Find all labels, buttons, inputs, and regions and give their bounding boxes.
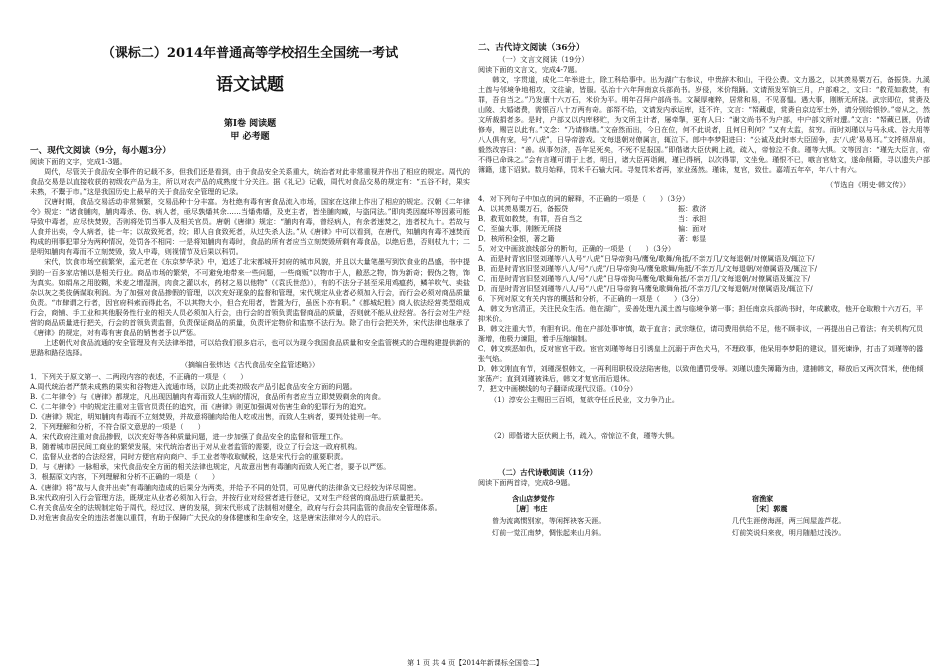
question-4: 4．对下列句子中加点的词的解释，不正确的一项是（ ）（3分） [478, 193, 690, 203]
translation-item: （2）即偕诸大臣伏阙上书，疏入，帝惊泣不食，瑾等大惧。 [490, 430, 679, 440]
option: A．韩文为官清正，关注民众生活。他在湖广，妥善处理九溪土酋与临境争第一事；担任南京兵部尚书时，年成歉收，他开仓取粮十六万石，平抑米价。 [478, 304, 923, 324]
question-6: 6．下列对原文有关内容的概括和分析，不正确的一项是（ ）（3分） [478, 294, 704, 304]
classical-passage: 韩文，字贯道，成化二年举进士，除工科给事中。出为湖广右参议，中贵辞木和山，干役公费。文力遏之，以其羡易粟万石，备振贷。九溪土酋与邻境争地相攻，文往谕，皆服。弘治十六年拜南京兵部尚书。岁侵，米价翔踊。文请预发军饷三月，户部难之，文曰：“救荒如救焚，有罪，吾自当之。”乃发廪十六万石，米价为平。明年召拜户部尚书。文凝厚雍粹，居常和易，不见喜愠。遇大事，刚断无所挠。武宗即位，赏赉及山陵、大婚诸费，需银百八十万两有奇。部帑不给，文请发内承运库，廷不许，文言：“帑藏虚，赏赉自京边军士外，请分别给银钞。”帝从之，然文所裁捐者多。是时，户部又以内库移贮，为文所主计者，屡牵掣，更有人曰：“谢文尚书不为户部，中户部文所对遭。”文言：“帑藏已匮，仍请修寿，赐岂以此有。”文念：“乃请修缮。”文奋然而出，今日在位，何不此说者，且何日利何？”又有太监，贫穷。而时刘瑾以与马永成、谷大用等八人俱有宠，号“八虎”，日导帝游戏。文每退朝对僚属言，辄泣下。郎中李梦阳进曰：“公诚及此时率大臣固争，去‘八虎’易易耳。”文捋须昂肩，毅然改容曰：“善。纵事勿济，吾年足死矣，不死不足报国。”即偕诸大臣伏阙上疏，疏入，帝惊泣不食。瑾等大惧。文等因言：“瑾先大臣言，帝不得已命诛之。”会有言瑾可谓于上者，明日，诸大臣再诣阙，瑾已得柄，以次得罪，文坐免。瑾恨不已，嗾言官劾文，遂命削籍，寻以遗失户部簿籍，逮下诏狱。数月始释，罚米千石输大同。寻复罚米者再，家业荡然。瑾诛，复官，致仕。嘉靖五年卒，年八十有六。 [478, 75, 930, 175]
part2-subheading: （一）文言文阅读（19分） [498, 55, 589, 64]
exam-title: （课标二）2014年普通高等学校招生全国统一考试 [101, 46, 399, 61]
option: A．以其羡易粟万石，备振贷 [478, 203, 569, 213]
section-title: 甲 必考题 [230, 132, 270, 142]
poems [478, 494, 930, 538]
option-gloss: 振：救济 [678, 203, 707, 213]
option-gloss: 当：承担 [678, 213, 707, 223]
poem-line: 几代生涯傍海涯，两三间屋盖芦花。 [732, 515, 846, 525]
answer-space [478, 441, 930, 467]
part-title: 第Ⅰ卷 阅读题 [223, 119, 277, 129]
option: B．随着城市居民间工商业的繁荣发展，宋代统治者出于对从业者监管的需要，设立了行会这一政府机构。 [30, 442, 362, 452]
poem-line: 灯前笑说归来夜，明月随船过浅沙。 [732, 527, 846, 537]
poem-author: ［唐］韦庄 [512, 503, 548, 513]
question-2: 2．下列理解和分析，不符合原文意思的一项是（ ） [30, 422, 205, 432]
poem [492, 494, 672, 538]
source-note: （摘编自张炜达《古代食品安全监管述略》） [180, 359, 320, 369]
option: A.《唐律》将“故与人食并出卖”有毒脯肉造成的后果分为两类，并给予不同的处罚，可见唐代的法律条文已经较为详尽周密。 [30, 482, 421, 492]
subject-title: 语文试题 [216, 75, 284, 95]
option: C．韩文疾恶如仇，反对宦官干政。宦官刘瑾等每日引诱皇上沉溺于声色犬马，不理政事，他呆用李梦阳的建议，冒死谏诤，打击了刘瑾等的嚣张气焰。 [478, 344, 924, 364]
poem-author: ［宋］郭震 [752, 503, 788, 513]
source-note: （节选自《明史·韩文传》） [826, 179, 910, 189]
translation-item: （1）淳安公主赐田三百顷，复欲夺任丘民业，文力争乃止。 [490, 394, 679, 404]
question-3: 3．根据原文内容，下列理解和分析不正确的一项是（ ） [30, 472, 219, 482]
option: D.对危害食品安全的违法者施以重罚，有助于保障广大民众的身体健康和生命安全，这是唐宋法律对今人的启示。 [30, 512, 386, 522]
option: D．而是时青宫旧竖刘瑾等八人/号“八虎”/日导帝狗马鹰兔歌舞角抵/不亲万几/文每退朝/对僚属语及/辄泣下/ [478, 283, 813, 293]
q4-options [478, 204, 930, 244]
option: C.《二年律令》中的规定注重对主管官员责任的追究，而《唐律》则更加强调对伤害生命的犯罪行为的追究。 [30, 402, 371, 412]
poetry-intro: 阅读下面两首诗，完成8-9题。 [478, 477, 575, 487]
option: C．至偏大事，刚断无所挠 [478, 223, 562, 233]
poem-title: 含山店梦觉作 [512, 493, 555, 503]
paragraph: 宋代，饮食市场空前繁荣，孟元老在《东京梦华录》中，追述了北宋都城开封府的城市风貌，并且以大量笔墨写到饮食业的昌盛，书中提到的一百多家店铺以是相关行业。商品市场的繁荣，不可避免地带来一些问题，一些商贩“以物市于人，敝恶之物，饰为新奇；假伪之物，饰为真实。如绢帛之用胶糊，米麦之增湿润，肉食之灌以水，药材之易以他物”（《袁氏世范》），有的不法分子甚至采用鸡瘟药，鳞羊吹气、卖盐杂以灰之类伎俩谋取利润。为了加强对食品掺假的管理，以次充好现象的监督和管理，宋代规定从业者必须加入行会，而行会必须对商品质量负责。“市肆谓之行者，因官府科索而得此名，不以其物大小，但合充用者，皆置为行，虽医卜亦有职。”《都城纪胜》商人依法经营类型组成行会，商铺、手工业和其他服务性行业的相关人员必须加入行会，由行会的首领负责监督商品的质量，否则就不能从业经营。各行会对生产经营的商品质量进行把关，行会的首领负责监督，负责保证商品的质量，负责评定物价和监察不法行为。除了由行会把关外，宋代法律也继承了《唐律》的规定，对有毒有害食品的销售者予以严惩。 [30, 257, 470, 337]
part1-intro: 阅读下面的文字，完成1-3题。 [30, 157, 127, 166]
part2-intro: 阅读下面的文言文，完成4-7题。 [478, 65, 582, 74]
option: B.宋代政府引入行会管理方法，既规定从业者必须加入行会，并按行业对经营者进行登记，又对生产经营的商品进行质量把关。 [30, 492, 428, 502]
question-7: 7．把文中画横线的句子翻译成现代汉语。（10分） [478, 384, 637, 394]
option: A．宋代政府注重对食品掺假，以次充好等各种质量问题，进一步加强了食品安全的监督和管理工作。 [30, 432, 348, 442]
paragraph: 汉唐时期，食品交易活动非常频繁，交易品种十分丰富。为杜绝有毒有害食品流入市场，国家在这律上作出了相应的规定。汉朝《二年律令》规定：“诸食脯肉，脯肉毒杀、伤、病人者，亟尽孰燔其余……当燔弗燔，及吏主者，皆坐脯肉臧，与盗同法。”即肉类因腐坏等因素可能导致中毒者，应尽快焚毁，否则将处罚当事人及相关官员。唐朝《唐律》规定：“脯肉有毒，曾经病人，有余者速焚之，违者杖九十。若故与人食并出卖，令人病者，徒一年；以故致死者，绞；即人自食致死者，从过失杀人法。”从《唐律》中可以看到，在唐代，知脯肉有毒不速焚而构成的刑事犯罪分为两种情况，处罚各不相同：一是将知脯肉有毒时，食品的所有者应当立刻焚毁所剩有毒食品，以绝后患，否则杖九十；二是明知脯肉有毒而不立刻焚毁，致人中毒，则视情节及后果以科罚。 [30, 197, 470, 257]
poem-line: 曾为流离惯别家，等闲挥袂客天涯。 [492, 515, 606, 525]
part2-heading: 二、古代诗文阅读（36分） [478, 43, 585, 53]
option-gloss: 偏：面对 [678, 223, 707, 233]
right-column [478, 40, 930, 538]
option-gloss: 著：彰显 [678, 233, 707, 243]
question-5: 5．对文中画波浪线部分的断句，正确的一项是（ ）（3分） [478, 243, 676, 253]
paragraph: 上述朝代对食品流通的安全管理及有关法律举措，可以给我们很多启示，也可以为现今我国食品质量和安全监管模式的合理构建提供新的思路和路径选择。 [30, 337, 470, 357]
option: C．而是时青宫旧竖刘瑾等八人/号“八虎”日导帝狗马鹰兔/歌舞角抵/不亲万几/文每退朝/对僚属语及辄泣下/ [478, 273, 811, 283]
option: D．与《唐律》一脉相承，宋代食品安全方面的相关法律也规定，凡故意出售有毒脯肉而致人死亡者，要予以严惩。 [30, 462, 391, 472]
option: B．韩文注重大节，有胆有识。他在户部处事审慎，敢于直言；武宗继位，请司费用供给不足，他不顾非议，一再提出自己看法；有关机构冗员渐增，他极力谏阻，着手压缩编制。 [478, 324, 924, 344]
question-1: 1．下列关于原文第一、二两段内容的表述，不正确的一项是（ ） [30, 371, 248, 381]
option: B．而是时青宫旧竖刘瑾等八人/号“八虎”/日导帝狗马/鹰兔歌舞/角抵/不亲万几/文每退朝/对僚属语及/辄泣下/ [478, 263, 818, 273]
poem-title: 宿渔家 [752, 493, 774, 503]
option: C.有关食品安全的法规制定始于周代，经过汉、唐的发展，到宋代形成了法制相对健全，政府与行会共同监管的食品安全管理体系。 [30, 502, 442, 512]
option: D．韩文刚直有节，刘瑾深恨韩文，一再利用职权设法陷害他，以致他遭罚受辱。刘瑾以遗失簿籍为由，逮捕韩文，释放后又两次罚米，使他倾家荡产；直到刘瑾被诛后，韩文才复官而后退休。 [478, 364, 924, 384]
page-footer: 第 1 页 共 4 页【2014年新课标全国卷二】 [407, 659, 543, 667]
poem-line: 灯前一觉江南梦，惆怅起来山月斜。 [492, 527, 606, 537]
part1-heading: 一、现代文阅读（9分，每小题3分） [30, 146, 171, 156]
poem [732, 494, 912, 538]
option: C．监督从业者的合法经营，同时方便官府向商户、手工业者等收取赋税，这是宋代行会的重要职责。 [30, 452, 348, 462]
option: A．而是时青宫旧竖刘瑾等八人号“八虎”日导帝狗马/鹰兔/歌舞/角抵/不亲万几/文每退朝/对僚属语及/辄泣下/ [478, 253, 815, 263]
paragraph: 周代，尽管关于食品安全事件的记载不多，但我们还是看到，由于食品安全关系重大，统治者对此非常重视并作出了相应的规定。周代的食品交易是以直接收获的初级农产品为主，所以对农产品的成熟度十分关注。据《礼记》记载，周代对食品交易的规定有：“五谷不时，果实未熟，不鬻于市。”这是我国历史上最早的关于食品安全管理的记录。 [30, 167, 470, 197]
option: D.《唐律》规定，明知脯肉有毒而不立刻焚毁，并故意将脯肉给他人吃或出售，而致人生病者，要判处徒刑一年。 [30, 412, 386, 422]
answer-space [478, 405, 930, 431]
option: B.《二年律令》与《唐律》都规定，凡出现因脯肉有毒而致人生病的情况，食品所有者应当立即焚毁剩余的肉食。 [30, 392, 386, 402]
option: A.周代统治者严禁未成熟的果实和谷物进入流通市场，以防止此类初级农产品引起食品安全方面的问题。 [30, 382, 357, 392]
option: D．核所积金银，著之籍 [478, 233, 555, 243]
poetry-heading: （二）古代诗歌阅读（11分） [498, 467, 597, 477]
left-column [30, 0, 470, 523]
option: B．救荒如救焚，有罪，吾自当之 [478, 213, 583, 223]
